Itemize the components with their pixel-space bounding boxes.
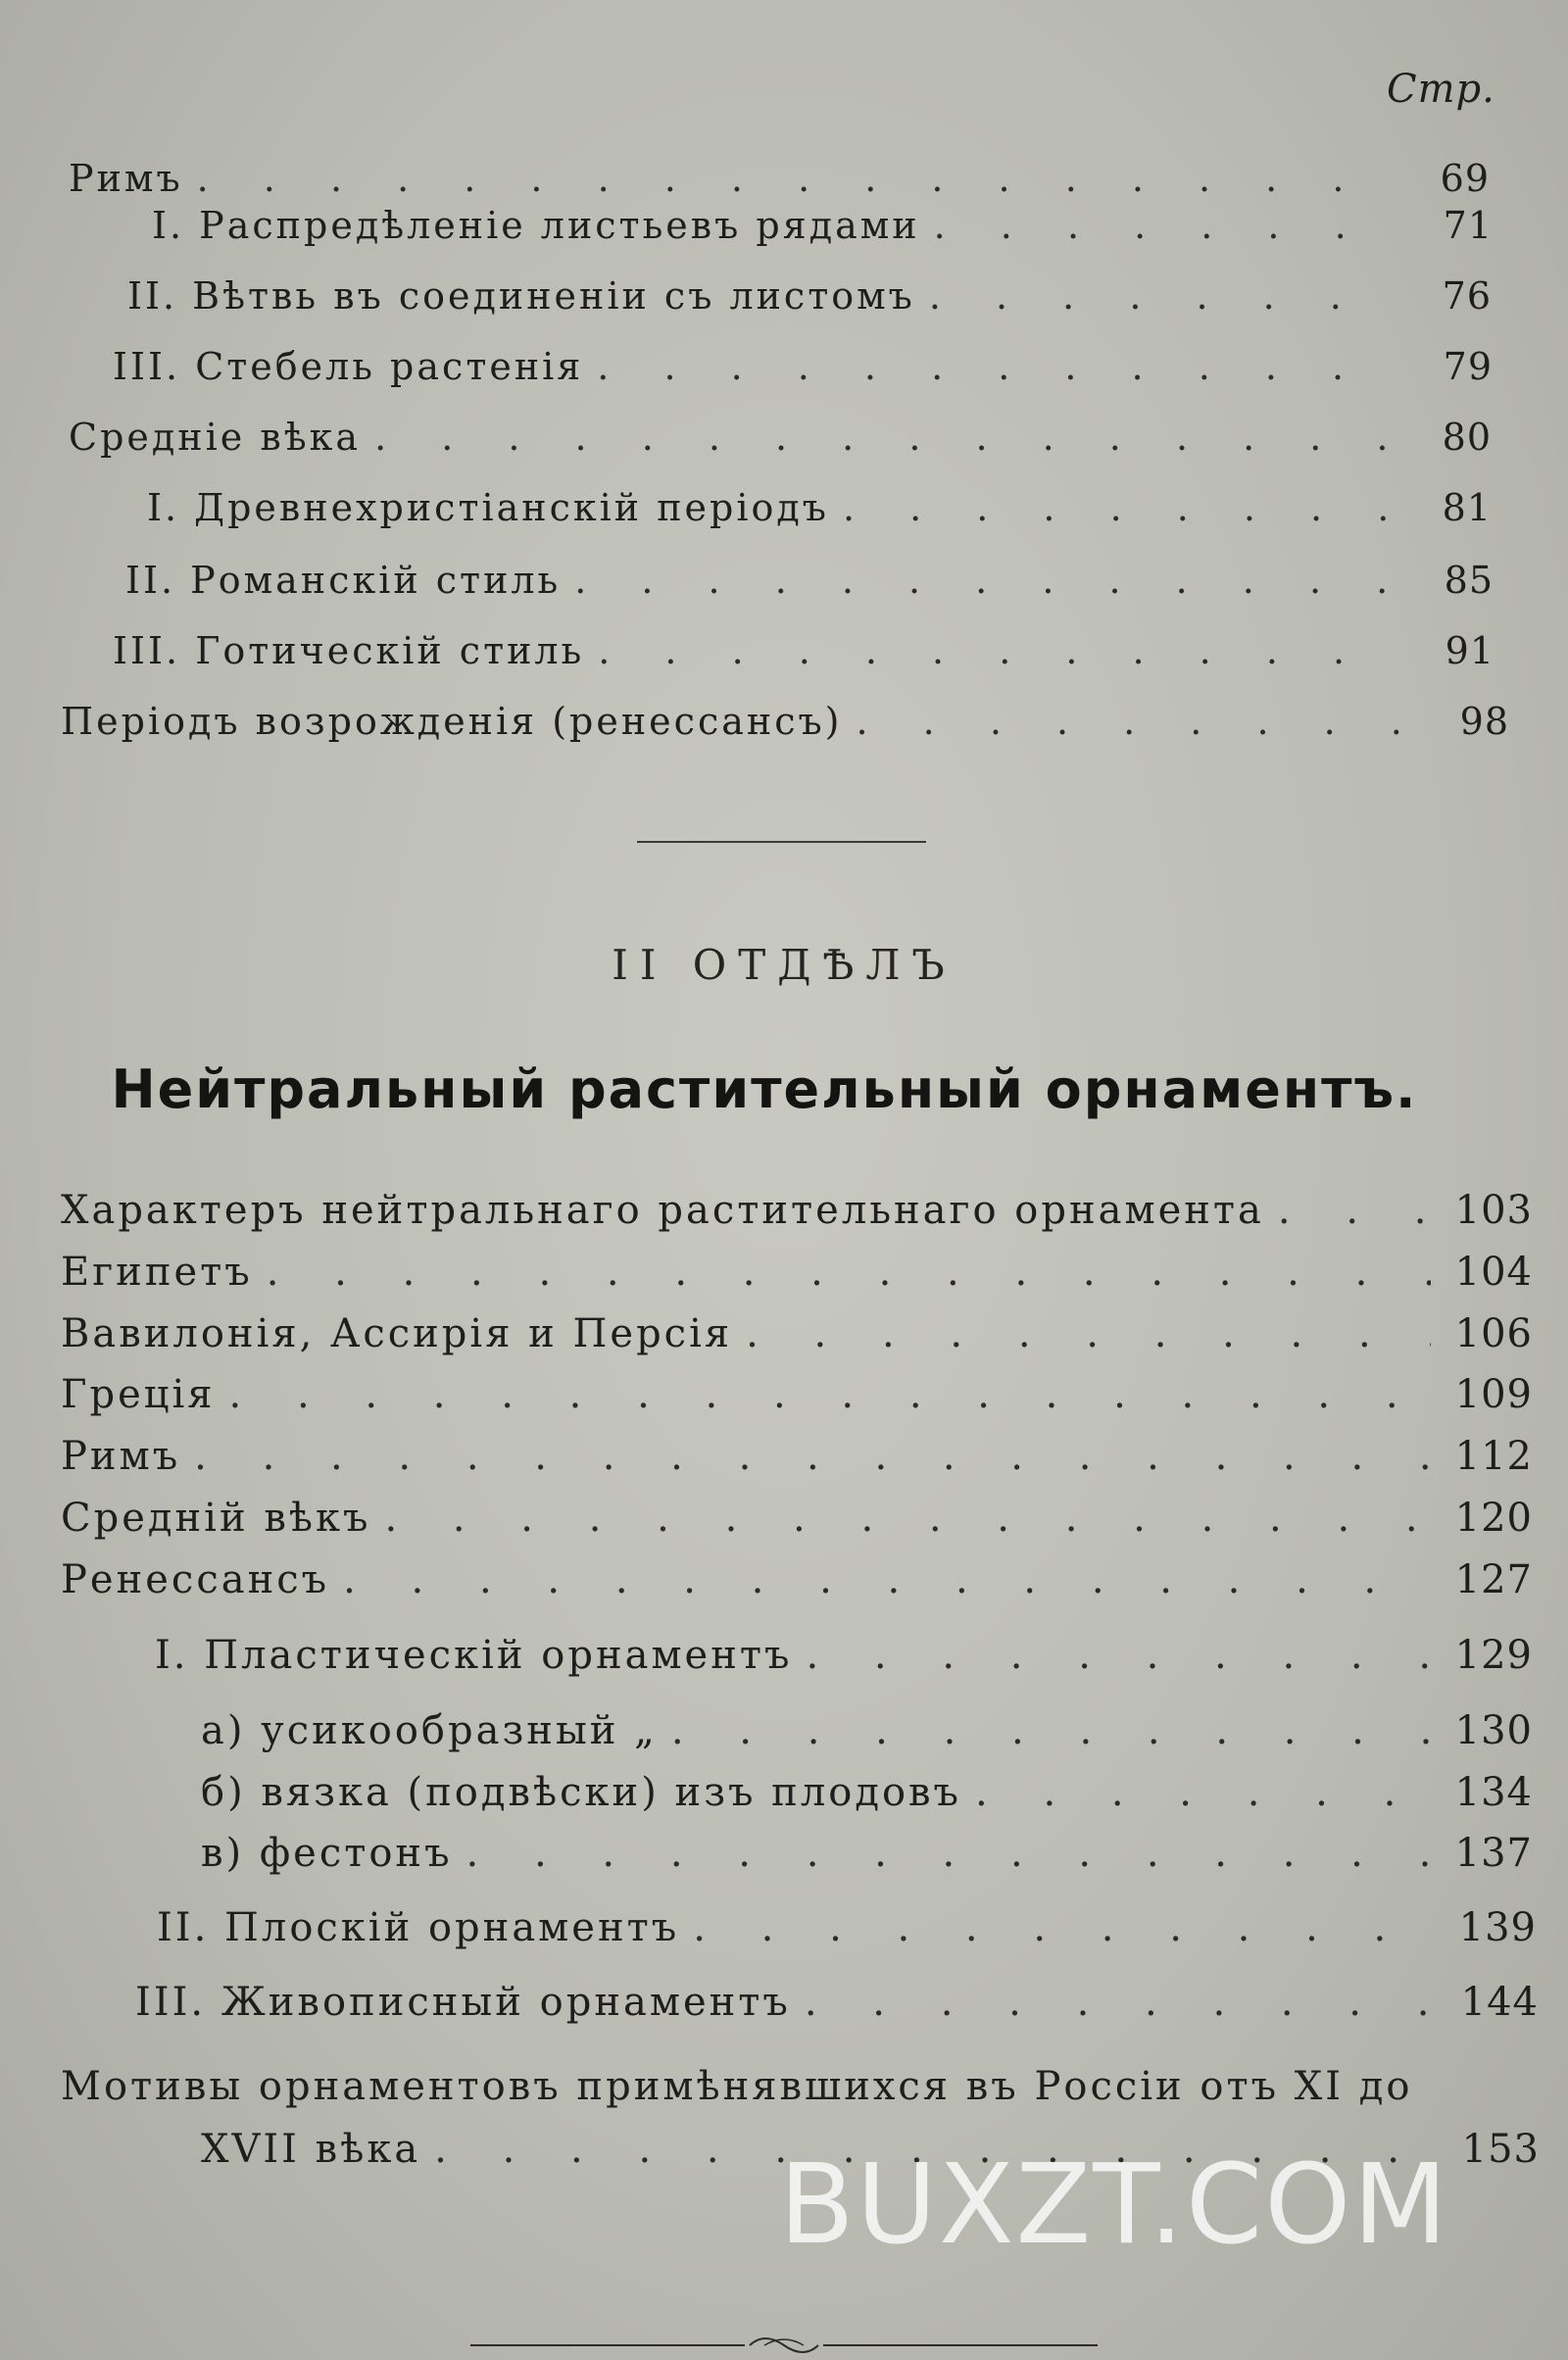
- toc-entry-title: II. Плоскій орнаментъ: [157, 1905, 680, 1950]
- toc-entry-page: 112: [1454, 1434, 1533, 1479]
- toc-entry-title: Характеръ нейтральнаго растительнаго орнамента: [61, 1188, 1264, 1233]
- toc-entry-title: III. Готическій стиль: [113, 629, 585, 672]
- toc-entry-title: I. Древнехристіанскій періодъ: [147, 486, 829, 529]
- page-column-label: Стр.: [1387, 67, 1495, 112]
- toc-entry-page: 76: [1442, 274, 1492, 318]
- dot-leader: [975, 1770, 1431, 1815]
- toc-entry: [201, 1831, 1533, 1876]
- toc-entry-title: Періодъ возрожденія (ренессансъ): [61, 700, 843, 743]
- toc-entry-page: 104: [1454, 1250, 1533, 1295]
- toc-entry: [61, 1250, 1533, 1295]
- dot-leader: [805, 1980, 1437, 2025]
- dot-leader: [574, 559, 1392, 602]
- toc-entry-page: 127: [1454, 1557, 1533, 1602]
- toc-entry-page: 120: [1454, 1496, 1533, 1541]
- toc-entry: [61, 1557, 1533, 1602]
- toc-entry-page: 106: [1454, 1311, 1533, 1356]
- toc-entry-page: 81: [1442, 486, 1492, 529]
- dot-leader: [343, 1557, 1431, 1602]
- toc-entry-title: Греція: [61, 1372, 216, 1417]
- toc-entry: [113, 629, 1494, 672]
- toc-entry-page: 98: [1459, 700, 1509, 743]
- dot-leader: [229, 1372, 1431, 1417]
- toc-entry-line: Мотивы орнаментовъ примѣнявшихся въ Россіи отъ XI до: [61, 2064, 1413, 2109]
- toc-entry-page: 129: [1454, 1633, 1533, 1678]
- toc-entry: [61, 1188, 1533, 1233]
- toc-entry-title: I. Распредѣленіе листьевъ рядами: [152, 204, 920, 247]
- dot-leader: [929, 274, 1390, 318]
- toc-entry: [201, 1770, 1533, 1815]
- toc-entry-title: Римъ: [61, 1434, 181, 1479]
- toc-entry-title: Ренессансъ: [61, 1557, 330, 1602]
- toc-entry-page: 139: [1458, 1905, 1537, 1950]
- toc-entry: [127, 274, 1492, 318]
- toc-entry: [201, 1708, 1533, 1753]
- toc-entry-title: а) усикообразный „: [201, 1708, 658, 1753]
- dot-leader: [267, 1250, 1431, 1295]
- toc-entry-title: II. Романскій стиль: [125, 559, 562, 602]
- toc-entry: [147, 486, 1492, 529]
- toc-entry: [135, 1980, 1539, 2025]
- toc-entry-title: I. Пластическій орнаментъ: [155, 1633, 793, 1678]
- dot-leader: [597, 345, 1391, 388]
- dot-leader: [466, 1831, 1431, 1876]
- dot-leader: [693, 1905, 1435, 1950]
- toc-entry-title: III. Живописный орнаментъ: [135, 1980, 791, 2025]
- toc-entry-page: 79: [1443, 345, 1493, 388]
- toc-entry: [61, 1311, 1533, 1356]
- watermark: BUXZT.COM: [779, 2141, 1449, 2269]
- toc-entry-page: 85: [1444, 559, 1494, 602]
- section-title: Нейтральный растительный орнаментъ.: [111, 1058, 1418, 1120]
- dot-leader: [194, 1434, 1431, 1479]
- toc-entry-page: 80: [1442, 416, 1492, 459]
- toc-entry-page: 69: [1440, 157, 1490, 200]
- dot-leader: [598, 629, 1393, 672]
- dot-leader: [1278, 1188, 1431, 1233]
- dot-leader: [746, 1311, 1431, 1356]
- toc-entry-page: 153: [1461, 2127, 1540, 2172]
- section-divider: [637, 841, 926, 843]
- toc-entry: [61, 1372, 1533, 1417]
- toc-entry-title: II. Вѣтвь въ соединеніи съ листомъ: [127, 274, 915, 318]
- dot-leader: [857, 700, 1408, 743]
- dot-leader: [374, 416, 1390, 459]
- toc-entry: [113, 345, 1493, 388]
- toc-entry-page: 91: [1445, 629, 1494, 672]
- toc-entry-page: 103: [1454, 1188, 1533, 1233]
- dot-leader: [197, 157, 1388, 200]
- toc-entry-title: III. Стебель растенія: [113, 345, 584, 388]
- section-label: II ОТДѢЛЪ: [612, 941, 956, 989]
- toc-entry: [69, 157, 1490, 200]
- toc-entry-title: Средніе вѣка: [69, 416, 362, 459]
- toc-entry: [152, 204, 1493, 247]
- toc-entry-title: в) фестонъ: [201, 1831, 453, 1876]
- toc-entry-page: 137: [1454, 1831, 1533, 1876]
- toc-entry-title: Римъ: [69, 157, 183, 200]
- toc-entry: [69, 416, 1492, 459]
- ornament-divider-icon: [470, 2328, 1098, 2357]
- dot-leader: [671, 1708, 1431, 1753]
- toc-entry-title: Средній вѣкъ: [61, 1496, 371, 1541]
- toc-entry-page: 71: [1443, 204, 1493, 247]
- toc-entry: [125, 559, 1494, 602]
- toc-entry-page: 130: [1454, 1708, 1533, 1753]
- dot-leader: [806, 1633, 1431, 1678]
- toc-entry: [61, 1434, 1533, 1479]
- toc-entry: [61, 1496, 1533, 1541]
- toc-entry-title: б) вязка (подвѣски) изъ плодовъ: [201, 1770, 962, 1815]
- toc-entry: [155, 1633, 1533, 1678]
- toc-entry-page: 134: [1454, 1770, 1533, 1815]
- dot-leader: [843, 486, 1390, 529]
- toc-entry-page: 109: [1454, 1372, 1533, 1417]
- dot-leader: [934, 204, 1391, 247]
- toc-entry-title: XVII вѣка: [201, 2127, 421, 2172]
- toc-entry: [61, 700, 1509, 743]
- toc-entry-title: Вавилонія, Ассирія и Персія: [61, 1311, 733, 1356]
- toc-entry-title: Египетъ: [61, 1250, 253, 1295]
- dot-leader: [384, 1496, 1431, 1541]
- toc-entry: [157, 1905, 1537, 1950]
- toc-entry-page: 144: [1460, 1980, 1539, 2025]
